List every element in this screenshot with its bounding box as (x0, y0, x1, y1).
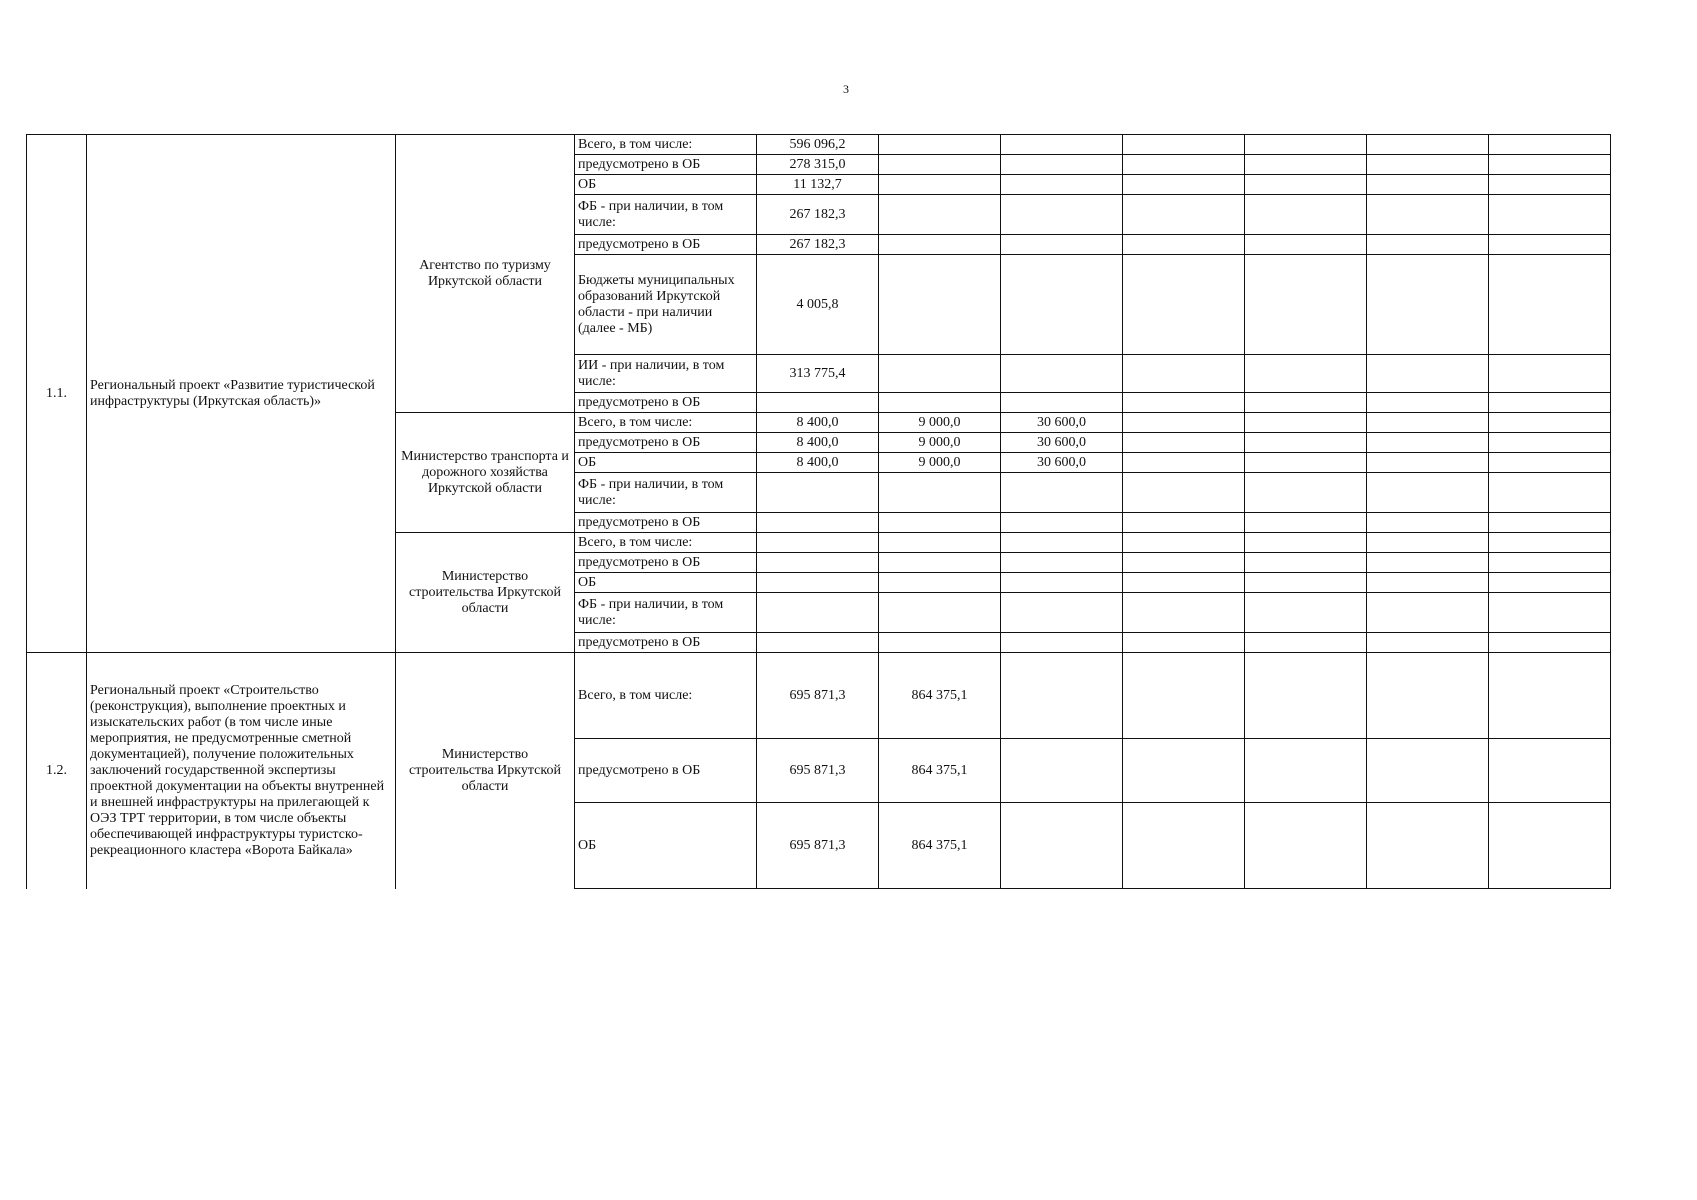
empty-cell (1245, 175, 1367, 195)
amount-cell (757, 633, 879, 653)
organization-name: Министерство строительства Иркутской области (396, 533, 575, 653)
empty-cell (1489, 255, 1611, 355)
amount-cell (879, 573, 1001, 593)
amount-cell: 8 400,0 (757, 453, 879, 473)
amount-cell (757, 573, 879, 593)
funding-source: ОБ (575, 453, 757, 473)
empty-cell (1123, 803, 1245, 889)
amount-cell (1001, 155, 1123, 175)
funding-source: ОБ (575, 573, 757, 593)
funding-source: ОБ (575, 803, 757, 889)
amount-cell (1001, 355, 1123, 393)
empty-cell (1367, 739, 1489, 803)
project-name: Региональный проект «Строительство (реконструкция), выполнение проектных и изыскательских работ (в том числе иные мероприятия, не предусмотренные сметной документацией), получение положительных заключений государственной экспертизы проектной документации на объекты внутренней и внешней инфраструктуры на прилегающей к ОЭЗ ТРТ территории, в том числе объекты обеспечивающей инфраструктуры туристско-рекреационного кластера «Ворота Байкала» (87, 653, 396, 889)
empty-cell (1367, 513, 1489, 533)
empty-cell (1123, 593, 1245, 633)
funding-source: ФБ - при наличии, в том числе: (575, 473, 757, 513)
empty-cell (1489, 413, 1611, 433)
empty-cell (1489, 653, 1611, 739)
empty-cell (1367, 255, 1489, 355)
amount-cell (879, 513, 1001, 533)
empty-cell (1367, 593, 1489, 633)
amount-cell (1001, 175, 1123, 195)
amount-cell (757, 553, 879, 573)
amount-cell: 267 182,3 (757, 235, 879, 255)
funding-source: ФБ - при наличии, в том числе: (575, 195, 757, 235)
amount-cell (1001, 195, 1123, 235)
empty-cell (1001, 739, 1123, 803)
funding-source: предусмотрено в ОБ (575, 553, 757, 573)
empty-cell (1123, 739, 1245, 803)
funding-source: ОБ (575, 175, 757, 195)
funding-source: предусмотрено в ОБ (575, 739, 757, 803)
amount-cell (879, 195, 1001, 235)
amount-cell (757, 533, 879, 553)
empty-cell (1245, 553, 1367, 573)
empty-cell (1489, 553, 1611, 573)
funding-source: предусмотрено в ОБ (575, 155, 757, 175)
empty-cell (1489, 633, 1611, 653)
empty-cell (1489, 453, 1611, 473)
amount-cell: 278 315,0 (757, 155, 879, 175)
empty-cell (1367, 803, 1489, 889)
amount-cell (1001, 135, 1123, 155)
amount-cell (757, 593, 879, 633)
amount-cell: 695 871,3 (757, 739, 879, 803)
empty-cell (1123, 553, 1245, 573)
empty-cell (1367, 175, 1489, 195)
amount-cell (757, 393, 879, 413)
empty-cell (1489, 473, 1611, 513)
empty-cell (1123, 255, 1245, 355)
amount-cell: 9 000,0 (879, 453, 1001, 473)
empty-cell (1367, 473, 1489, 513)
empty-cell (1245, 739, 1367, 803)
empty-cell (1245, 195, 1367, 235)
empty-cell (1489, 393, 1611, 413)
empty-cell (1123, 155, 1245, 175)
amount-cell (1001, 593, 1123, 633)
empty-cell (1245, 393, 1367, 413)
amount-cell: 30 600,0 (1001, 453, 1123, 473)
amount-cell (879, 533, 1001, 553)
amount-cell (1001, 573, 1123, 593)
empty-cell (1489, 235, 1611, 255)
funding-source: Всего, в том числе: (575, 135, 757, 155)
empty-cell (1123, 235, 1245, 255)
funding-source: Всего, в том числе: (575, 653, 757, 739)
empty-cell (1245, 453, 1367, 473)
empty-cell (1245, 235, 1367, 255)
empty-cell (1489, 533, 1611, 553)
empty-cell (1367, 553, 1489, 573)
amount-cell (879, 473, 1001, 513)
funding-source: Бюджеты муниципальных образований Иркутской области - при наличии (далее - МБ) (575, 255, 757, 355)
empty-cell (1123, 135, 1245, 155)
empty-cell (1123, 653, 1245, 739)
funding-source: предусмотрено в ОБ (575, 633, 757, 653)
empty-cell (1123, 453, 1245, 473)
empty-cell (1245, 533, 1367, 553)
empty-cell (1367, 235, 1489, 255)
amount-cell: 267 182,3 (757, 195, 879, 235)
amount-cell (1001, 553, 1123, 573)
empty-cell (1245, 513, 1367, 533)
amount-cell (879, 633, 1001, 653)
amount-cell: 596 096,2 (757, 135, 879, 155)
empty-cell (1123, 573, 1245, 593)
empty-cell (1245, 653, 1367, 739)
page-number: 3 (843, 82, 849, 96)
empty-cell (1367, 533, 1489, 553)
amount-cell (1001, 533, 1123, 553)
empty-cell (1123, 413, 1245, 433)
empty-cell (1245, 255, 1367, 355)
amount-cell: 864 375,1 (879, 803, 1001, 889)
amount-cell (879, 393, 1001, 413)
empty-cell (1489, 155, 1611, 175)
empty-cell (1123, 513, 1245, 533)
amount-cell: 695 871,3 (757, 803, 879, 889)
amount-cell: 8 400,0 (757, 413, 879, 433)
amount-cell: 8 400,0 (757, 433, 879, 453)
empty-cell (1123, 195, 1245, 235)
amount-cell (879, 553, 1001, 573)
empty-cell (1367, 135, 1489, 155)
funding-source: ФБ - при наличии, в том числе: (575, 593, 757, 633)
table-row (27, 135, 1611, 155)
empty-cell (1245, 413, 1367, 433)
amount-cell: 864 375,1 (879, 739, 1001, 803)
empty-cell (1001, 653, 1123, 739)
amount-cell: 9 000,0 (879, 413, 1001, 433)
amount-cell (1001, 235, 1123, 255)
funding-source: предусмотрено в ОБ (575, 513, 757, 533)
empty-cell (1123, 533, 1245, 553)
empty-cell (1489, 803, 1611, 889)
funding-source: Всего, в том числе: (575, 413, 757, 433)
amount-cell (879, 355, 1001, 393)
amount-cell (879, 135, 1001, 155)
empty-cell (1367, 453, 1489, 473)
empty-cell (1001, 803, 1123, 889)
row-number: 1.1. (27, 135, 87, 653)
empty-cell (1245, 135, 1367, 155)
funding-source: ИИ - при наличии, в том числе: (575, 355, 757, 393)
empty-cell (1367, 195, 1489, 235)
budget-table (26, 134, 1611, 889)
empty-cell (1489, 175, 1611, 195)
empty-cell (1489, 593, 1611, 633)
empty-cell (1367, 355, 1489, 393)
amount-cell (879, 175, 1001, 195)
amount-cell (1001, 633, 1123, 653)
amount-cell (879, 255, 1001, 355)
empty-cell (1123, 355, 1245, 393)
empty-cell (1367, 433, 1489, 453)
empty-cell (1123, 473, 1245, 513)
empty-cell (1367, 393, 1489, 413)
empty-cell (1489, 739, 1611, 803)
empty-cell (1367, 633, 1489, 653)
amount-cell: 4 005,8 (757, 255, 879, 355)
empty-cell (1245, 355, 1367, 393)
amount-cell (757, 473, 879, 513)
amount-cell (1001, 513, 1123, 533)
empty-cell (1367, 155, 1489, 175)
empty-cell (1489, 513, 1611, 533)
funding-source: Всего, в том числе: (575, 533, 757, 553)
empty-cell (1245, 803, 1367, 889)
empty-cell (1489, 355, 1611, 393)
empty-cell (1367, 653, 1489, 739)
amount-cell: 864 375,1 (879, 653, 1001, 739)
empty-cell (1123, 393, 1245, 413)
empty-cell (1245, 573, 1367, 593)
empty-cell (1489, 573, 1611, 593)
amount-cell (1001, 473, 1123, 513)
row-number: 1.2. (27, 653, 87, 889)
empty-cell (1245, 155, 1367, 175)
amount-cell (1001, 255, 1123, 355)
organization-name: Министерство строительства Иркутской области (396, 653, 575, 889)
organization-name: Министерство транспорта и дорожного хозяйства Иркутской области (396, 413, 575, 533)
empty-cell (1489, 433, 1611, 453)
empty-cell (1489, 195, 1611, 235)
empty-cell (1245, 433, 1367, 453)
amount-cell: 30 600,0 (1001, 413, 1123, 433)
empty-cell (1245, 633, 1367, 653)
organization-name: Агентство по туризму Иркутской области (396, 135, 575, 413)
amount-cell (879, 155, 1001, 175)
empty-cell (1123, 433, 1245, 453)
amount-cell: 30 600,0 (1001, 433, 1123, 453)
amount-cell: 313 775,4 (757, 355, 879, 393)
amount-cell (1001, 393, 1123, 413)
amount-cell (879, 593, 1001, 633)
empty-cell (1367, 413, 1489, 433)
amount-cell: 695 871,3 (757, 653, 879, 739)
empty-cell (1245, 593, 1367, 633)
empty-cell (1245, 473, 1367, 513)
amount-cell: 11 132,7 (757, 175, 879, 195)
empty-cell (1367, 573, 1489, 593)
funding-source: предусмотрено в ОБ (575, 393, 757, 413)
empty-cell (1489, 135, 1611, 155)
table-row (27, 653, 1611, 739)
project-name: Региональный проект «Развитие туристической инфраструктуры (Иркутская область)» (87, 135, 396, 653)
funding-source: предусмотрено в ОБ (575, 235, 757, 255)
funding-source: предусмотрено в ОБ (575, 433, 757, 453)
empty-cell (1123, 175, 1245, 195)
amount-cell (757, 513, 879, 533)
amount-cell: 9 000,0 (879, 433, 1001, 453)
empty-cell (1123, 633, 1245, 653)
amount-cell (879, 235, 1001, 255)
